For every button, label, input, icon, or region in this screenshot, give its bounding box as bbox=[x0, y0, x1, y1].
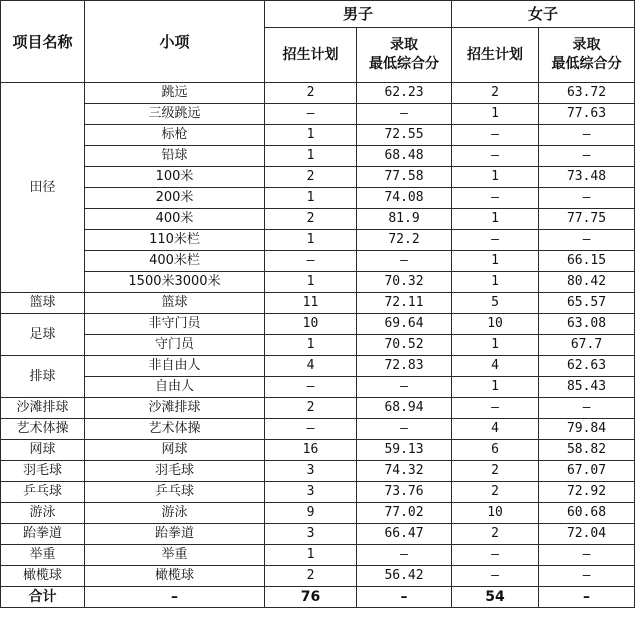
table-row bbox=[1, 188, 635, 209]
female-plan-cell: 10 bbox=[452, 503, 539, 524]
total-row bbox=[1, 587, 635, 608]
female-plan-cell: 1 bbox=[452, 272, 539, 293]
sub-item-cell: 跆拳道 bbox=[85, 524, 265, 545]
sub-item-cell: 乒乓球 bbox=[85, 482, 265, 503]
header-male: 男子 bbox=[265, 1, 452, 28]
sub-item-cell: 羽毛球 bbox=[85, 461, 265, 482]
male-plan-cell: 4 bbox=[265, 356, 357, 377]
sub-item-cell: 游泳 bbox=[85, 503, 265, 524]
male-plan-cell: 1 bbox=[265, 125, 357, 146]
header-project-name: 项目名称 bbox=[1, 1, 85, 83]
male-plan-cell: 1 bbox=[265, 272, 357, 293]
male-score-cell: 73.76 bbox=[357, 482, 452, 503]
female-score-cell: 67.07 bbox=[539, 461, 635, 482]
header-score-line2: 最低综合分 bbox=[369, 56, 439, 72]
project-name-cell: 举重 bbox=[1, 545, 85, 566]
project-name-cell: 足球 bbox=[1, 314, 85, 356]
male-score-cell: 72.2 bbox=[357, 230, 452, 251]
sub-item-cell: 艺术体操 bbox=[85, 419, 265, 440]
female-score-cell: 77.75 bbox=[539, 209, 635, 230]
project-name-cell: 橄榄球 bbox=[1, 566, 85, 587]
female-plan-cell: – bbox=[452, 188, 539, 209]
female-score-cell: 79.84 bbox=[539, 419, 635, 440]
sub-item-cell: 铅球 bbox=[85, 146, 265, 167]
female-plan-cell: 1 bbox=[452, 104, 539, 125]
female-score-cell: 85.43 bbox=[539, 377, 635, 398]
header-score-line1: 录取 bbox=[572, 37, 601, 53]
header-sub-item: 小项 bbox=[85, 1, 265, 83]
sub-item-cell: 非自由人 bbox=[85, 356, 265, 377]
sub-item-cell: 200米 bbox=[85, 188, 265, 209]
male-plan-cell: 3 bbox=[265, 524, 357, 545]
male-score-cell: 68.48 bbox=[357, 146, 452, 167]
male-score-cell: 72.83 bbox=[357, 356, 452, 377]
male-plan-cell: 2 bbox=[265, 167, 357, 188]
male-plan-cell: 3 bbox=[265, 482, 357, 503]
female-score-cell: – bbox=[539, 146, 635, 167]
female-score-cell: – bbox=[539, 566, 635, 587]
sub-item-cell: 标枪 bbox=[85, 125, 265, 146]
project-name-cell: 跆拳道 bbox=[1, 524, 85, 545]
female-plan-cell: 4 bbox=[452, 356, 539, 377]
sub-item-cell: 网球 bbox=[85, 440, 265, 461]
female-score-cell: 60.68 bbox=[539, 503, 635, 524]
female-plan-cell: – bbox=[452, 230, 539, 251]
female-score-cell: 63.08 bbox=[539, 314, 635, 335]
female-plan-cell: 10 bbox=[452, 314, 539, 335]
table-row bbox=[1, 209, 635, 230]
female-score-cell: 67.7 bbox=[539, 335, 635, 356]
male-score-cell: 77.02 bbox=[357, 503, 452, 524]
sub-item-cell: 三级跳远 bbox=[85, 104, 265, 125]
male-plan-cell: 2 bbox=[265, 566, 357, 587]
total-female-plan: 54 bbox=[452, 587, 539, 608]
female-score-cell: – bbox=[539, 125, 635, 146]
male-plan-cell: 1 bbox=[265, 545, 357, 566]
male-score-cell: 72.11 bbox=[357, 293, 452, 314]
total-female-score: – bbox=[539, 587, 635, 608]
female-plan-cell: 2 bbox=[452, 482, 539, 503]
male-plan-cell: – bbox=[265, 104, 357, 125]
male-score-cell: – bbox=[357, 545, 452, 566]
table-row bbox=[1, 545, 635, 566]
table-row bbox=[1, 125, 635, 146]
female-score-cell: – bbox=[539, 398, 635, 419]
project-name-cell: 艺术体操 bbox=[1, 419, 85, 440]
sub-item-cell: 橄榄球 bbox=[85, 566, 265, 587]
male-score-cell: 66.47 bbox=[357, 524, 452, 545]
male-score-cell: 70.52 bbox=[357, 335, 452, 356]
table-row bbox=[1, 230, 635, 251]
project-name-cell: 沙滩排球 bbox=[1, 398, 85, 419]
female-score-cell: 73.48 bbox=[539, 167, 635, 188]
male-plan-cell: 16 bbox=[265, 440, 357, 461]
sub-item-cell: 篮球 bbox=[85, 293, 265, 314]
male-score-cell: 56.42 bbox=[357, 566, 452, 587]
male-score-cell: 69.64 bbox=[357, 314, 452, 335]
male-score-cell: 68.94 bbox=[357, 398, 452, 419]
female-score-cell: 63.72 bbox=[539, 83, 635, 104]
table-row bbox=[1, 251, 635, 272]
female-plan-cell: 1 bbox=[452, 251, 539, 272]
header-female-plan: 招生计划 bbox=[452, 28, 539, 83]
sub-item-cell: 400米栏 bbox=[85, 251, 265, 272]
female-plan-cell: 5 bbox=[452, 293, 539, 314]
sub-item-cell: 守门员 bbox=[85, 335, 265, 356]
female-score-cell: 66.15 bbox=[539, 251, 635, 272]
male-plan-cell: 1 bbox=[265, 188, 357, 209]
header-female: 女子 bbox=[452, 1, 635, 28]
sub-item-cell: 110米栏 bbox=[85, 230, 265, 251]
female-plan-cell: 2 bbox=[452, 524, 539, 545]
table-row bbox=[1, 104, 635, 125]
male-score-cell: 59.13 bbox=[357, 440, 452, 461]
sub-item-cell: 非守门员 bbox=[85, 314, 265, 335]
table-row bbox=[1, 461, 635, 482]
male-score-cell: 62.23 bbox=[357, 83, 452, 104]
table-row bbox=[1, 419, 635, 440]
header-score-line2: 最低综合分 bbox=[551, 56, 622, 72]
header-row-gender bbox=[1, 1, 635, 28]
table-row bbox=[1, 482, 635, 503]
female-score-cell: – bbox=[539, 230, 635, 251]
male-score-cell: 70.32 bbox=[357, 272, 452, 293]
female-score-cell: 80.42 bbox=[539, 272, 635, 293]
male-plan-cell: 1 bbox=[265, 230, 357, 251]
project-name-cell: 乒乓球 bbox=[1, 482, 85, 503]
total-label: 合计 bbox=[1, 587, 85, 608]
male-plan-cell: 2 bbox=[265, 83, 357, 104]
table-row bbox=[1, 293, 635, 314]
sub-item-cell: 举重 bbox=[85, 545, 265, 566]
male-plan-cell: 1 bbox=[265, 146, 357, 167]
female-plan-cell: 1 bbox=[452, 335, 539, 356]
male-plan-cell: 3 bbox=[265, 461, 357, 482]
table-row bbox=[1, 272, 635, 293]
male-plan-cell: 9 bbox=[265, 503, 357, 524]
male-score-cell: 72.55 bbox=[357, 125, 452, 146]
project-name-cell: 羽毛球 bbox=[1, 461, 85, 482]
female-plan-cell: 4 bbox=[452, 419, 539, 440]
project-name-cell: 篮球 bbox=[1, 293, 85, 314]
female-plan-cell: 1 bbox=[452, 209, 539, 230]
female-plan-cell: – bbox=[452, 146, 539, 167]
female-plan-cell: – bbox=[452, 545, 539, 566]
header-male-score bbox=[357, 28, 452, 83]
project-name-cell: 田径 bbox=[1, 83, 85, 293]
table-row bbox=[1, 167, 635, 188]
table-row bbox=[1, 83, 635, 104]
table-row bbox=[1, 440, 635, 461]
male-score-cell: – bbox=[357, 251, 452, 272]
female-plan-cell: 2 bbox=[452, 461, 539, 482]
male-plan-cell: 10 bbox=[265, 314, 357, 335]
table-row bbox=[1, 503, 635, 524]
male-score-cell: 74.08 bbox=[357, 188, 452, 209]
male-score-cell: 74.32 bbox=[357, 461, 452, 482]
project-name-cell: 网球 bbox=[1, 440, 85, 461]
header-female-score bbox=[539, 28, 635, 83]
male-score-cell: – bbox=[357, 419, 452, 440]
table-row bbox=[1, 377, 635, 398]
table-row bbox=[1, 146, 635, 167]
female-score-cell: 62.63 bbox=[539, 356, 635, 377]
table-row bbox=[1, 356, 635, 377]
sub-item-cell: 100米 bbox=[85, 167, 265, 188]
male-plan-cell: – bbox=[265, 419, 357, 440]
female-plan-cell: – bbox=[452, 566, 539, 587]
table-row bbox=[1, 524, 635, 545]
female-plan-cell: 1 bbox=[452, 377, 539, 398]
male-plan-cell: 2 bbox=[265, 398, 357, 419]
table-body bbox=[1, 83, 635, 608]
male-score-cell: – bbox=[357, 377, 452, 398]
header-male-plan: 招生计划 bbox=[265, 28, 357, 83]
female-plan-cell: 6 bbox=[452, 440, 539, 461]
male-score-cell: 81.9 bbox=[357, 209, 452, 230]
sub-item-cell: 400米 bbox=[85, 209, 265, 230]
sub-item-cell: 沙滩排球 bbox=[85, 398, 265, 419]
female-plan-cell: – bbox=[452, 125, 539, 146]
female-score-cell: 72.04 bbox=[539, 524, 635, 545]
total-male-score: – bbox=[357, 587, 452, 608]
female-plan-cell: 2 bbox=[452, 83, 539, 104]
female-plan-cell: – bbox=[452, 398, 539, 419]
female-score-cell: 58.82 bbox=[539, 440, 635, 461]
female-score-cell: – bbox=[539, 545, 635, 566]
female-plan-cell: 1 bbox=[452, 167, 539, 188]
male-plan-cell: 1 bbox=[265, 335, 357, 356]
total-sub-item: – bbox=[85, 587, 265, 608]
table-row bbox=[1, 314, 635, 335]
table-row bbox=[1, 566, 635, 587]
total-male-plan: 76 bbox=[265, 587, 357, 608]
female-score-cell: – bbox=[539, 188, 635, 209]
table-row bbox=[1, 398, 635, 419]
sub-item-cell: 1500米3000米 bbox=[85, 272, 265, 293]
male-plan-cell: – bbox=[265, 251, 357, 272]
female-score-cell: 65.57 bbox=[539, 293, 635, 314]
project-name-cell: 排球 bbox=[1, 356, 85, 398]
male-score-cell: 77.58 bbox=[357, 167, 452, 188]
male-plan-cell: – bbox=[265, 377, 357, 398]
project-name-cell: 游泳 bbox=[1, 503, 85, 524]
sub-item-cell: 自由人 bbox=[85, 377, 265, 398]
male-plan-cell: 11 bbox=[265, 293, 357, 314]
male-plan-cell: 2 bbox=[265, 209, 357, 230]
header-score-line1: 录取 bbox=[390, 37, 418, 53]
female-score-cell: 77.63 bbox=[539, 104, 635, 125]
female-score-cell: 72.92 bbox=[539, 482, 635, 503]
table-row bbox=[1, 335, 635, 356]
male-score-cell: – bbox=[357, 104, 452, 125]
sub-item-cell: 跳远 bbox=[85, 83, 265, 104]
